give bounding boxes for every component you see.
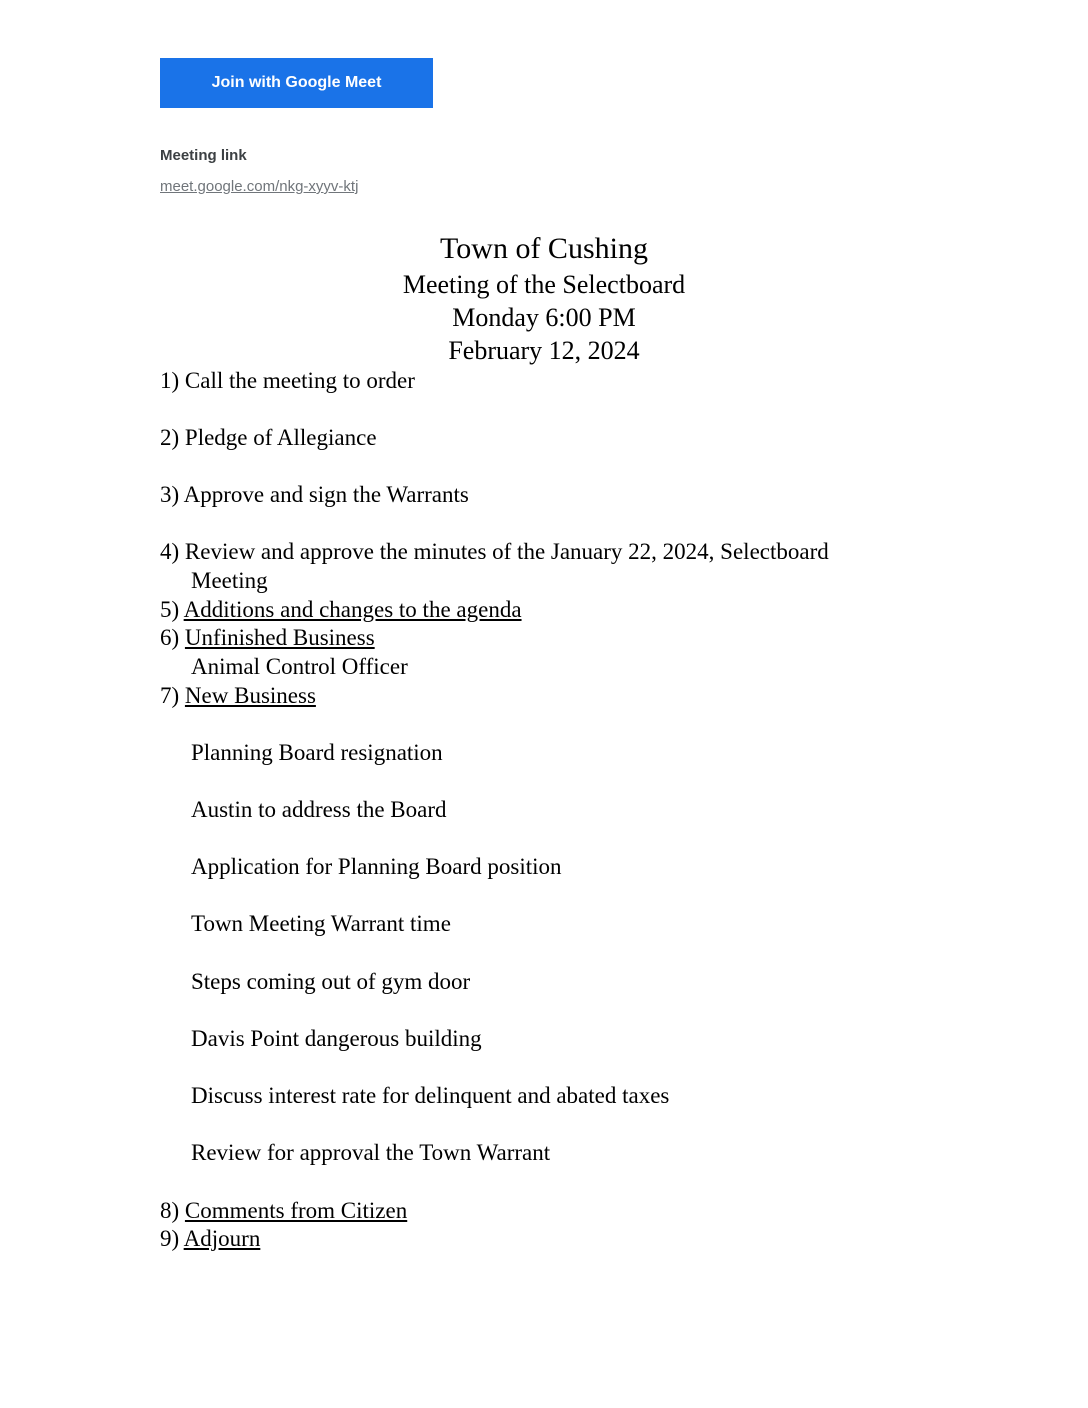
item-text: Pledge of Allegiance	[184, 425, 377, 450]
subitem: Austin to address the Board	[191, 797, 447, 822]
item-text: Call the meeting to order	[184, 368, 415, 393]
agenda-item-1	[160, 368, 415, 394]
item-number: 6)	[160, 625, 180, 650]
agenda-item-5	[160, 597, 522, 623]
agenda-item-3	[160, 482, 469, 508]
join-google-meet-button[interactable]: Join with Google Meet	[160, 58, 433, 108]
agenda-item-6	[160, 625, 375, 651]
agenda-item-2	[160, 425, 377, 451]
subitem: Davis Point dangerous building	[191, 1026, 482, 1051]
meeting-link[interactable]: meet.google.com/nkg-xyyv-ktj	[160, 178, 359, 195]
item-number: 8)	[160, 1198, 180, 1223]
agenda-item-9	[160, 1226, 260, 1252]
item-text: Unfinished Business	[184, 625, 375, 650]
subitem: Steps coming out of gym door	[191, 969, 471, 994]
item-number: 1)	[160, 368, 180, 393]
item-text: Additions and changes to the agenda	[183, 597, 522, 622]
item-number: 5)	[160, 597, 180, 622]
item-text: Approve and sign the Warrants	[183, 482, 469, 507]
meeting-link-label: Meeting link	[160, 147, 247, 164]
meeting-time: Monday 6:00 PM	[452, 303, 636, 332]
item-text: Review and approve the minutes of the January 22, 2024, Selectboard	[184, 539, 829, 564]
item-number: 3)	[160, 482, 180, 507]
item-number: 4)	[160, 539, 180, 564]
document-title: Town of Cushing	[440, 232, 648, 265]
agenda-item-8	[160, 1198, 407, 1224]
item-number: 2)	[160, 425, 180, 450]
item-number: 9)	[160, 1226, 180, 1251]
document-subtitle: Meeting of the Selectboard	[402, 270, 686, 299]
item-text: Comments from Citizen	[184, 1198, 408, 1223]
item-text: New Business	[184, 683, 316, 708]
subitem: Planning Board resignation	[191, 740, 443, 765]
subitem: Application for Planning Board position	[191, 854, 562, 879]
agenda-item-4-continuation: Meeting	[191, 568, 268, 593]
subitem: Review for approval the Town Warrant	[191, 1140, 551, 1165]
item-number: 7)	[160, 683, 180, 708]
agenda-item-4	[160, 539, 829, 565]
subitem: Discuss interest rate for delinquent and abated taxes	[191, 1083, 670, 1108]
subitem: Animal Control Officer	[191, 654, 408, 679]
agenda-item-7	[160, 683, 316, 709]
item-text: Adjourn	[183, 1226, 261, 1251]
meeting-date: February 12, 2024	[448, 336, 640, 365]
subitem: Town Meeting Warrant time	[191, 911, 451, 936]
